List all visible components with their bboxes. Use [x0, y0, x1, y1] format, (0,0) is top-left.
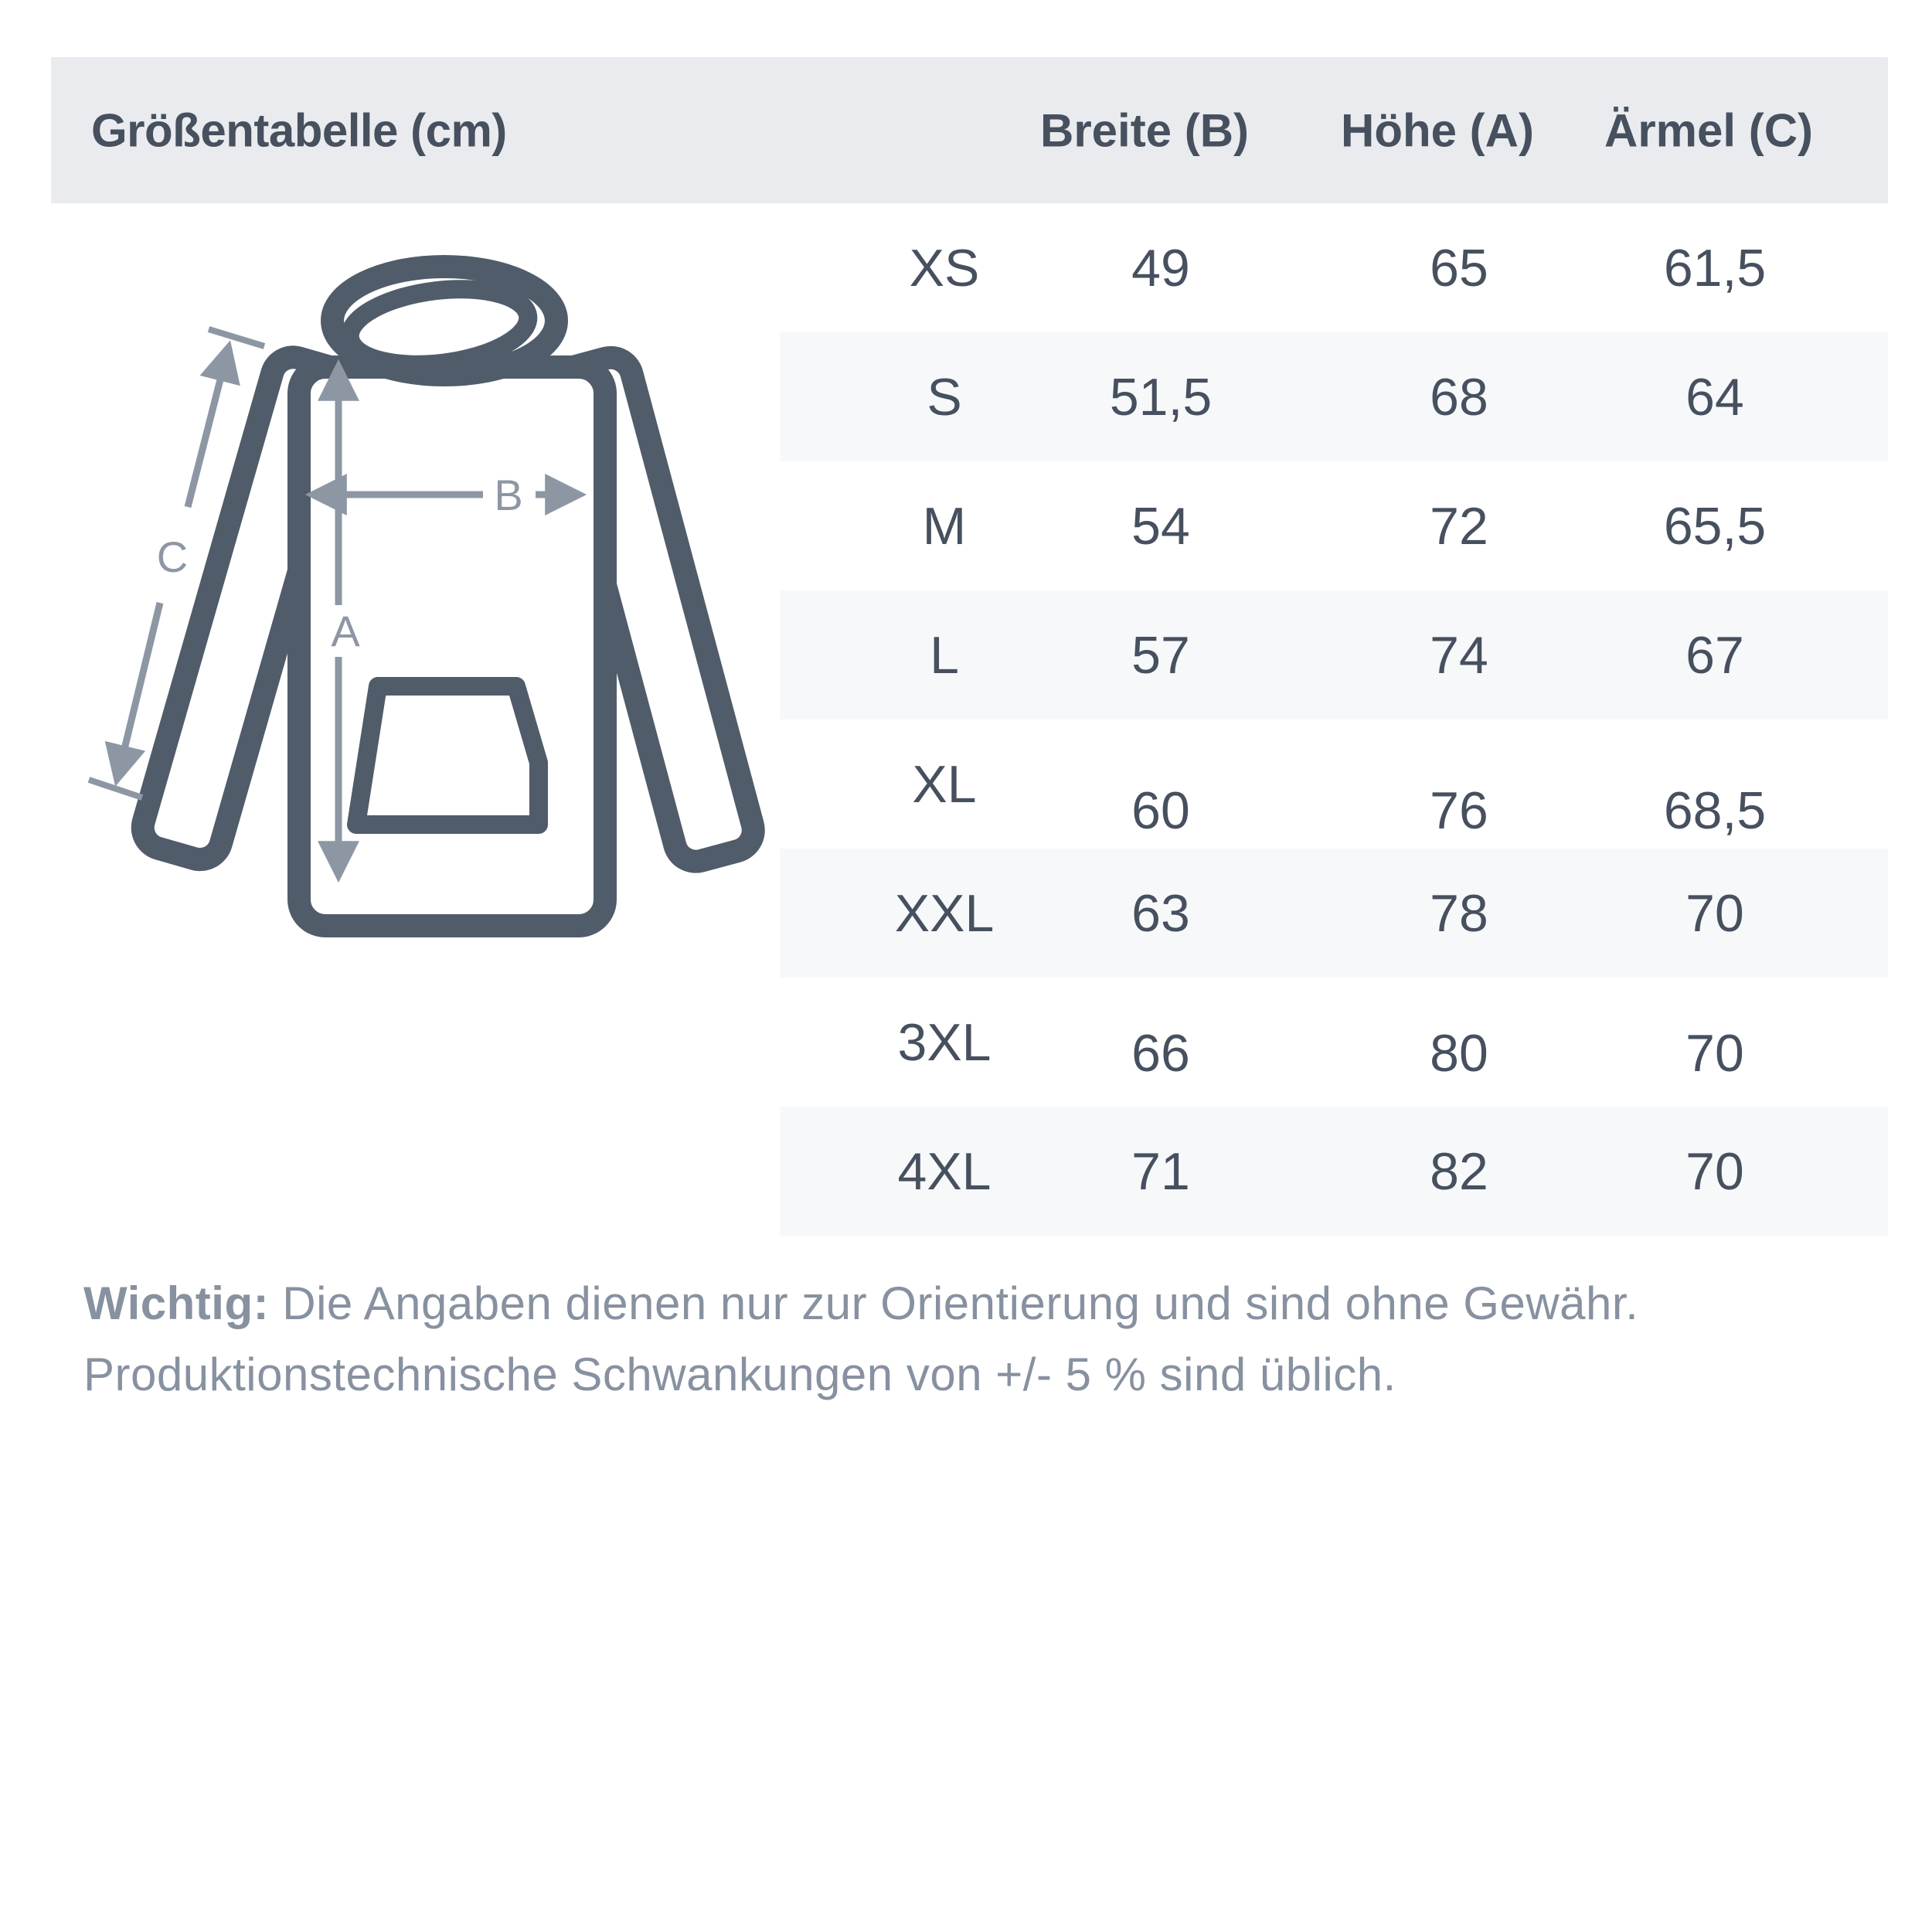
size-label: 3XL — [897, 1012, 992, 1072]
measure-tick-bottom — [89, 780, 142, 798]
header-column-label: Höhe (A) — [1341, 104, 1534, 156]
header-column-label: Ärmel (C) — [1604, 104, 1814, 156]
size-value: 54 — [1131, 496, 1190, 556]
size-value: 65,5 — [1663, 496, 1767, 556]
size-value: 63 — [1131, 883, 1190, 943]
size-value: 57 — [1131, 625, 1190, 685]
header-column-label: Breite (B) — [1039, 104, 1250, 156]
note-line-1-text: Die Angaben dienen nur zur Orientierung und sind ohne Gewähr. — [269, 1277, 1639, 1329]
table-row — [780, 849, 1888, 978]
size-label: L — [930, 625, 959, 685]
size-value: 72 — [1430, 496, 1488, 556]
size-value: 68,5 — [1663, 781, 1767, 840]
note-line-1 — [83, 1268, 1638, 1339]
measure-label-a: A — [331, 607, 360, 655]
table-row — [780, 978, 1888, 1107]
measure-label-b: B — [494, 471, 523, 519]
hoodie-outline-icon — [138, 267, 758, 926]
size-label: XS — [909, 238, 980, 298]
size-value: 65 — [1430, 238, 1488, 298]
size-chart-note — [83, 1268, 1638, 1410]
size-value: 51,5 — [1109, 367, 1213, 427]
size-value: 68 — [1430, 367, 1488, 427]
table-row — [780, 719, 1888, 849]
note-important-label: Wichtig: — [83, 1277, 270, 1329]
size-value: 70 — [1685, 1141, 1744, 1201]
size-value: 60 — [1131, 781, 1190, 840]
size-value: 70 — [1685, 1023, 1744, 1083]
table-row — [780, 1107, 1888, 1236]
hoodie-measurement-diagram — [62, 216, 796, 951]
size-label: S — [927, 367, 962, 427]
table-row — [780, 332, 1888, 461]
kangaroo-pocket — [356, 686, 539, 825]
size-label: M — [922, 496, 967, 556]
size-label: XXL — [894, 883, 995, 943]
table-row — [780, 203, 1888, 332]
size-value: 67 — [1685, 625, 1744, 685]
size-value: 76 — [1430, 781, 1488, 840]
size-table — [780, 203, 1888, 1236]
size-value: 78 — [1430, 883, 1488, 943]
size-chart-title: Größentabelle (cm) — [91, 104, 507, 156]
table-row — [780, 461, 1888, 590]
note-line-2: Produktionstechnische Schwankungen von +/- 5 % sind üblich. — [83, 1349, 1396, 1400]
size-value: 64 — [1685, 367, 1744, 427]
size-value: 61,5 — [1663, 238, 1767, 298]
size-value: 49 — [1131, 238, 1190, 298]
size-value: 71 — [1131, 1141, 1190, 1201]
size-value: 82 — [1430, 1141, 1488, 1201]
size-value: 66 — [1131, 1023, 1190, 1083]
size-chart-header-bar — [51, 57, 1888, 203]
size-value: 80 — [1430, 1023, 1488, 1083]
measure-label-c: C — [156, 532, 189, 581]
table-row — [780, 590, 1888, 719]
size-label: XL — [912, 754, 977, 814]
size-label: 4XL — [897, 1141, 992, 1201]
size-value: 74 — [1430, 625, 1488, 685]
size-value: 70 — [1685, 883, 1744, 943]
measure-tick-top — [209, 329, 264, 346]
